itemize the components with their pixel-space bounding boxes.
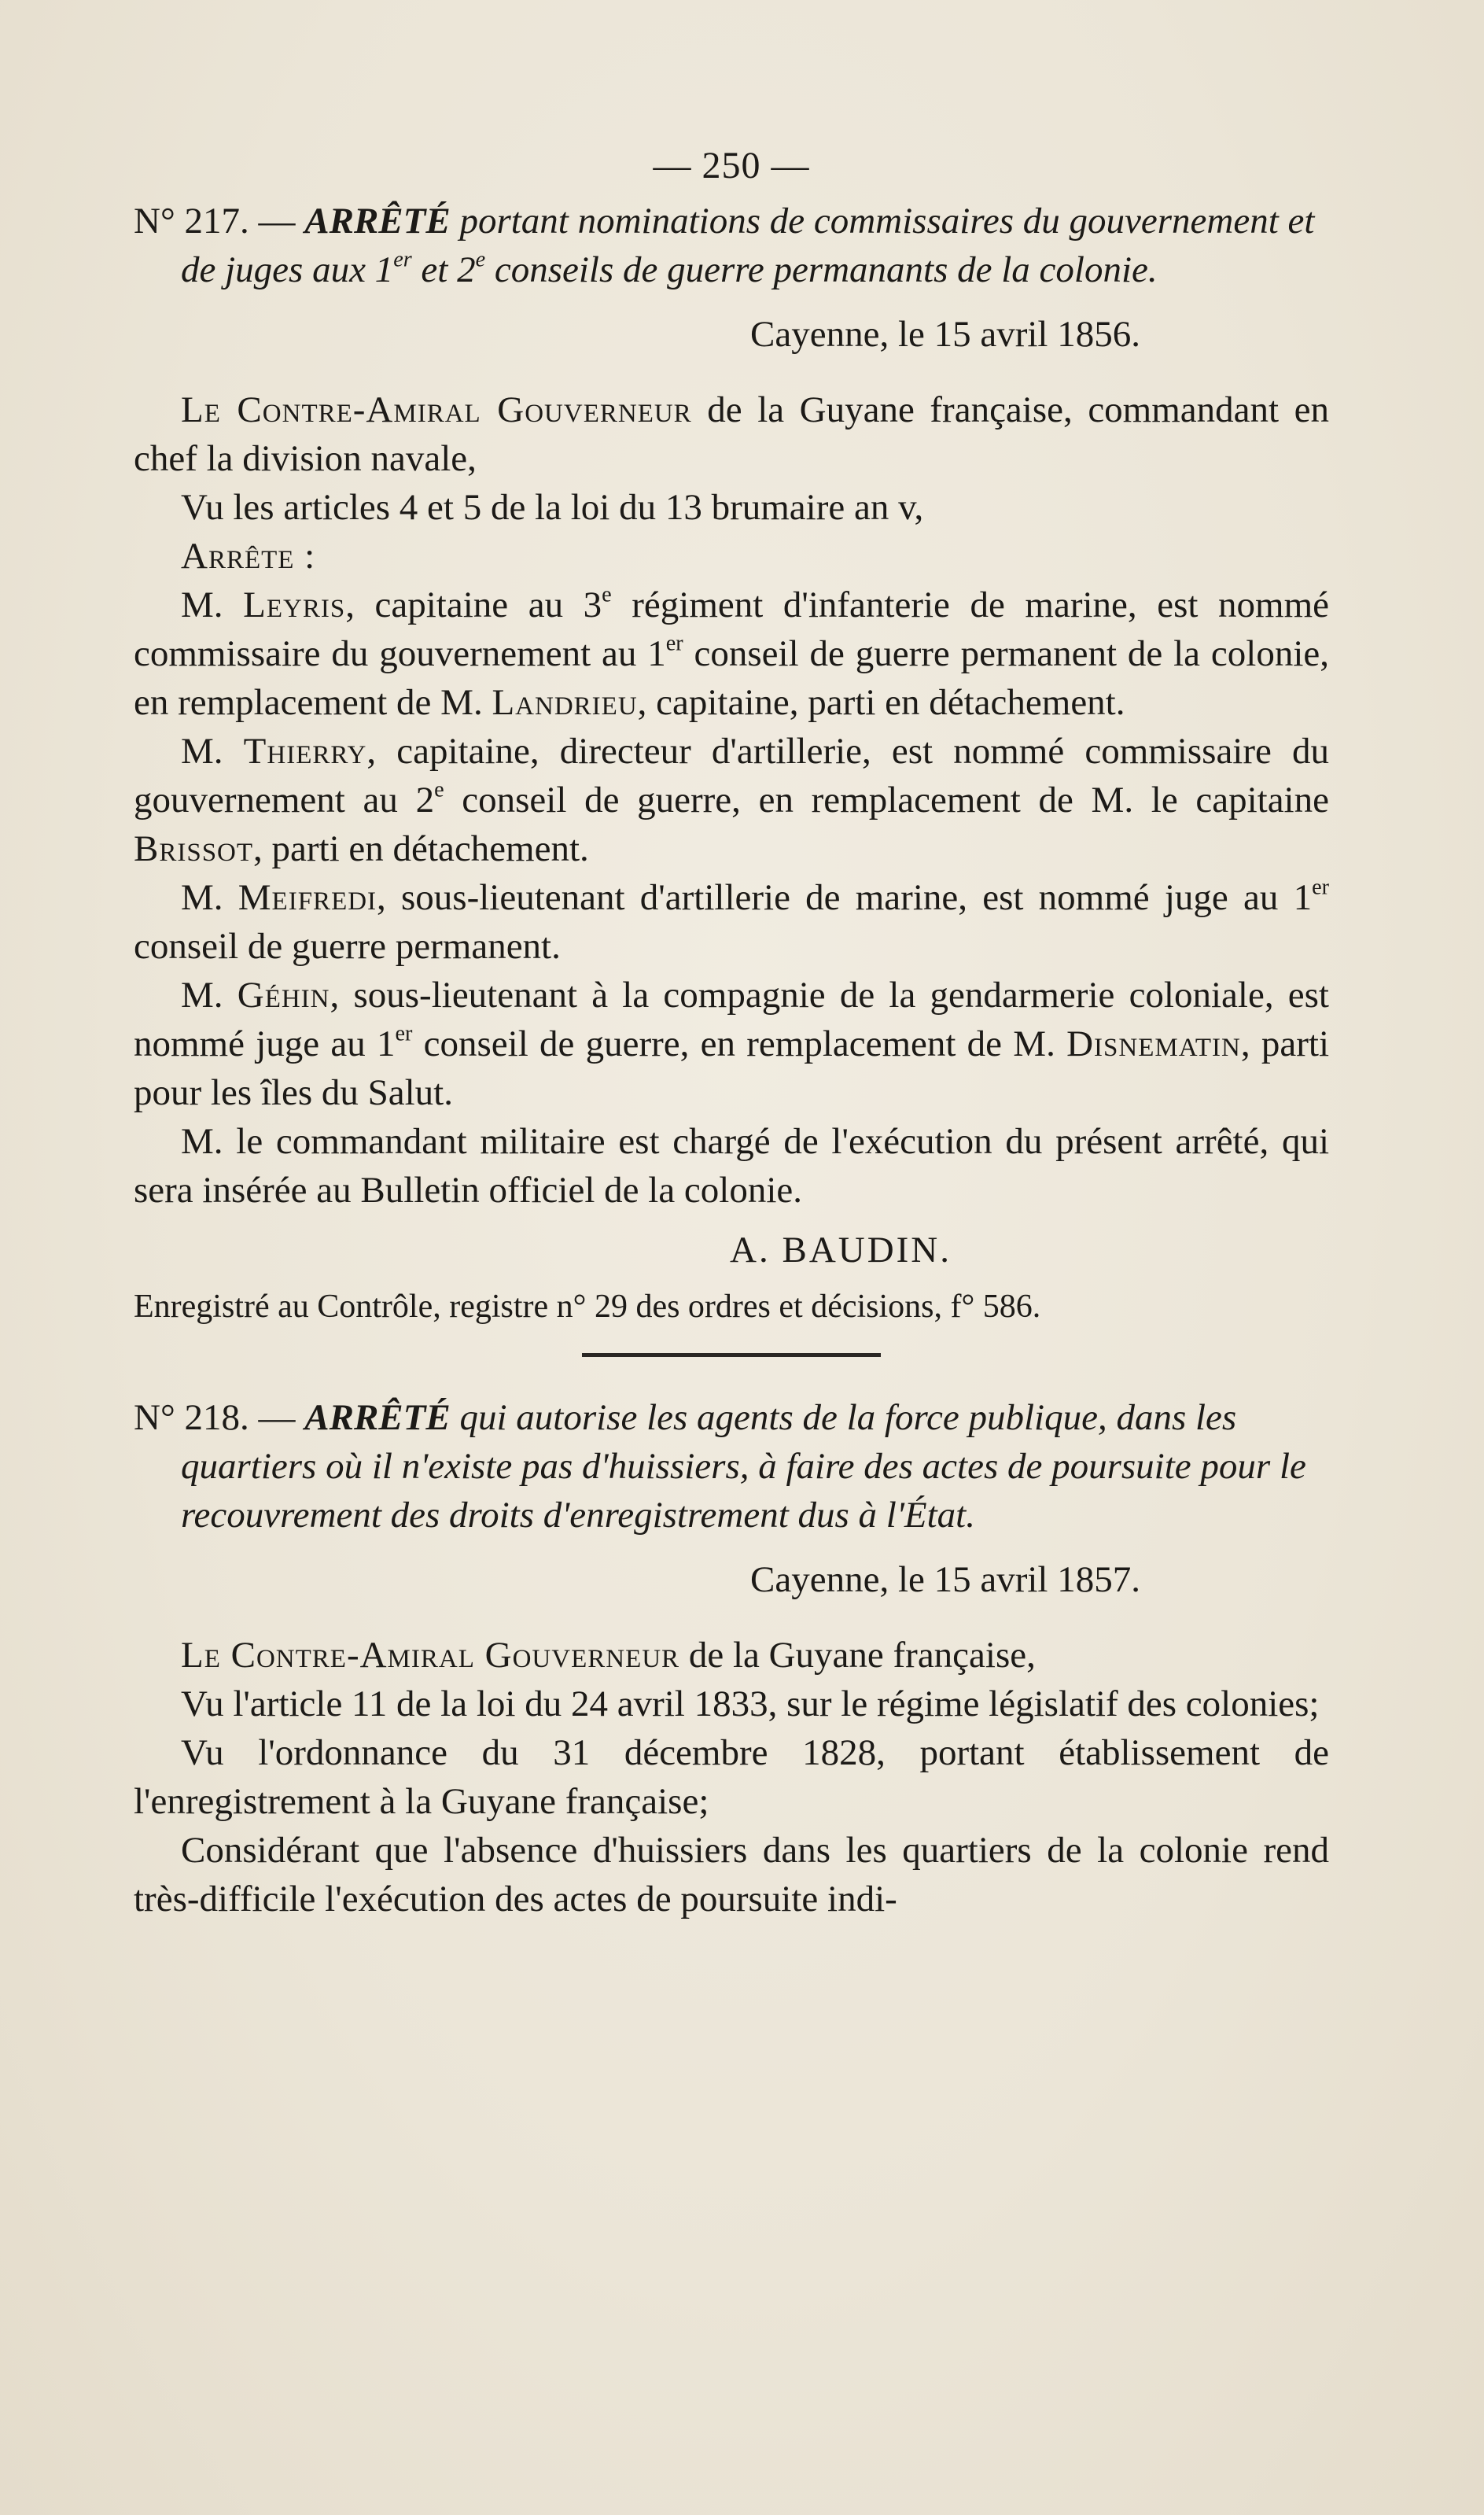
entry-218-preamble [134,1631,1329,1680]
entry-217-signature: A. BAUDIN. [730,1230,952,1270]
entry-218-considerant: Considérant que l'absence d'huissiers dans les quartiers de la colonie rend très-difficile l'exécution des actes de poursuite indi- [134,1830,1329,1919]
governor-title: Le Contre-Amiral Gouverneur [181,389,692,430]
entry-218-title-part: qui autorise les agents de la force publique, dans les quartiers où il n'existe pas d'huissiers, à faire des actes de poursuite pour le recouvrement des droits d'enregistrement dus à l'État. [181,1397,1306,1536]
page-number: — 250 — [653,145,810,186]
text: , parti pour les îles du Salut. [134,1023,1329,1113]
text: , sous-lieutenant à la compagnie de la gendarmerie coloniale, est nommé juge au 1 [134,975,1329,1064]
superscript: e [434,777,444,802]
superscript: e [475,247,486,272]
entry-218-keyword: ARRÊTÉ [304,1397,451,1438]
person-name: Disnematin [1066,1023,1241,1064]
governor-title: Le Contre-Amiral Gouverneur [181,1635,680,1676]
text: , capitaine, directeur d'artillerie, est nommé commissaire du gouvernement au 2 [134,731,1330,821]
entry-217-vu: Vu les articles 4 et 5 de la loi du 13 brumaire an v, [181,487,924,528]
text: conseil de guerre, en remplacement de M. [412,1023,1067,1064]
section-divider [582,1353,881,1357]
text: M. [181,877,238,918]
entry-217-heading [134,197,1329,294]
text: conseil de guerre permanent. [134,926,561,967]
entry-217-register-note: Enregistré au Contrôle, registre n° 29 des ordres et décisions, f° 586. [134,1289,1041,1325]
entry-218-heading [134,1393,1329,1540]
entry-217-title-part: et 2 [411,249,476,290]
entry-217-article-leyris [134,581,1329,727]
entry-217-preamble [134,385,1329,483]
superscript: er [1312,875,1329,900]
person-name: Leyris [243,584,346,625]
preamble-text: de la Guyane française, [679,1635,1036,1676]
preamble-text: de la Guyane française, commandant en chef la division navale, [134,389,1329,479]
person-name: Landrieu [492,682,638,723]
person-name: Thierry [243,731,367,772]
superscript: er [395,1021,413,1046]
text: régiment d'infanterie de marine, est nommé commissaire du gouvernement au 1 [134,584,1329,674]
entry-217-arrete: Arrête : [181,536,316,577]
text: conseil de guerre, en remplacement de M. le capitaine [444,780,1329,821]
entry-217-dateline: Cayenne, le 15 avril 1856. [750,314,1140,355]
entry-217-number: N° 217. — [134,201,296,242]
entry-218-vu-ordonnance: Vu l'ordonnance du 31 décembre 1828, portant établissement de l'enregistrement à la Guyane française; [134,1732,1329,1822]
text: , capitaine, parti en détachement. [637,682,1125,723]
entry-217-keyword: ARRÊTÉ [304,201,451,242]
entry-218-number: N° 218. — [134,1397,296,1438]
text: conseil de guerre permanent de la colonie, en remplacement de M. [134,633,1329,723]
entry-217-execution: M. le commandant militaire est chargé de l'exécution du présent arrêté, qui sera insérée au Bulletin officiel de la colonie. [134,1121,1329,1211]
entry-217-article-thierry [134,727,1329,873]
superscript: e [602,582,612,607]
text: M. [181,975,238,1016]
entry-218-dateline: Cayenne, le 15 avril 1857. [750,1559,1140,1600]
person-name: Brissot [134,828,254,869]
text: M. [181,731,244,772]
entry-217-title [181,201,1314,290]
text: , capitaine au 3 [345,584,602,625]
entry-217-title-part: portant nominations de commissaires du gouvernement et de juges aux 1 [181,201,1315,290]
entry-218-vu-loi: Vu l'article 11 de la loi du 24 avril 1833, sur le régime législatif des colonies; [181,1683,1320,1724]
superscript: er [393,247,412,272]
text: , parti en détachement. [253,828,589,869]
entry-217-title-part: conseils de guerre permanants de la colonie. [485,249,1158,290]
entry-218-title [181,1397,1306,1536]
text: , sous-lieutenant d'artillerie de marine, est nommé juge au 1 [377,877,1313,918]
superscript: er [665,631,683,656]
page-content [134,142,1329,1923]
person-name: Géhin [237,975,330,1016]
entry-217-article-meifredi [134,873,1329,971]
text: M. [181,584,244,625]
entry-217-article-gehin [134,971,1329,1117]
person-name: Meifredi [238,877,377,918]
